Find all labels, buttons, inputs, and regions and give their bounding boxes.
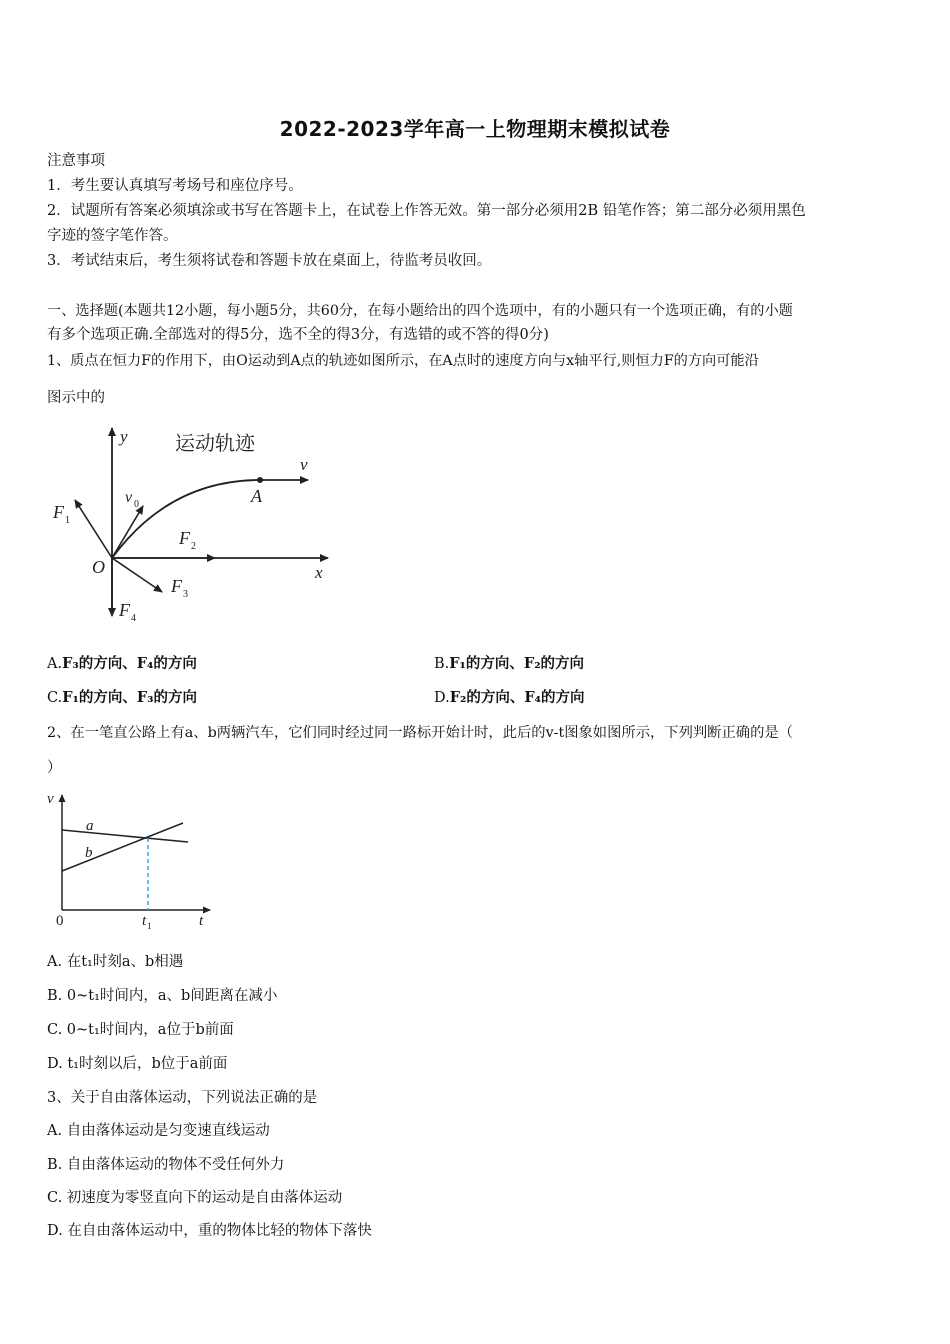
- b-label: b: [85, 845, 93, 861]
- question-1-stem: 1、质点在恒力F的作用下，由O运动到A点的轨迹如图所示，在A点时的速度方向与x轴平行,则恒力F的方向可能沿: [47, 353, 759, 369]
- a-label: A: [251, 486, 262, 506]
- notice-item-2: 2．试题所有答案必须填涂或书写在答题卡上，在试卷上作答无效。第一部分必须用2B 铅笔作答；第二部分必须用黑色: [47, 203, 806, 219]
- option-text: F₃的方向、F₄的方向: [62, 655, 197, 672]
- f3-arrow: [112, 558, 162, 592]
- question-3-stem: 3、关于自由落体运动，下列说法正确的是: [47, 1090, 318, 1106]
- line-a: [62, 830, 188, 842]
- f1-arrow: [75, 500, 112, 558]
- q3-option-b: B. 自由落体运动的物体不受任何外力: [47, 1157, 285, 1173]
- q1-option-a: [47, 654, 197, 674]
- f3-subscript: 3: [183, 589, 188, 600]
- q2-option-d: D. t₁时刻以后，b位于a前面: [47, 1056, 228, 1072]
- q1-option-b: [434, 654, 584, 674]
- trajectory-force-figure: [45, 420, 345, 630]
- point-a: [257, 477, 263, 483]
- trajectory-curve: [112, 480, 308, 558]
- trajectory-label: 运动轨迹: [175, 433, 255, 455]
- q3-option-c: C. 初速度为零竖直向下的运动是自由落体运动: [47, 1190, 343, 1206]
- section-instructions-line-1: 一、选择题(本题共12小题，每小题5分，共60分，在每小题给出的四个选项中，有的小题只有一个选项正确，有的小题: [47, 303, 793, 319]
- option-text: F₁的方向、F₃的方向: [62, 689, 197, 706]
- option-prefix: C.: [47, 690, 63, 706]
- notice-item-1: 1．考生要认真填写考场号和座位序号。: [47, 178, 303, 194]
- q2-option-a: A. 在t₁时刻a、b相遇: [47, 954, 184, 970]
- option-text: F₂的方向、F₄的方向: [449, 689, 585, 706]
- f3-label: F: [171, 576, 182, 596]
- f4-subscript: 4: [131, 613, 136, 624]
- origin-label: O: [92, 557, 105, 577]
- question-2-stem: 2、在一笔直公路上有a、b两辆汽车，它们同时经过同一路标开始计时，此后的v-t图象如图所示，下列判断正确的是（: [47, 725, 793, 741]
- f2-label: F: [179, 528, 190, 548]
- notice-item-3: 3．考试结束后，考生须将试卷和答题卡放在桌面上，待监考员收回。: [47, 253, 492, 269]
- t1-label: t: [142, 913, 147, 929]
- q1-option-c: [47, 688, 197, 708]
- vt-graph-figure: [45, 785, 220, 930]
- v-label: v: [47, 791, 54, 807]
- q2-option-c: C. 0~t₁时间内，a位于b前面: [47, 1022, 234, 1038]
- option-prefix: D.: [434, 690, 450, 706]
- line-b: [62, 823, 183, 871]
- section-instructions-line-2: 有多个选项正确.全部选对的得5分，选不全的得3分，有选错的或不答的得0分): [47, 327, 549, 343]
- option-prefix: A.: [47, 656, 63, 672]
- q3-option-d: D. 在自由落体运动中，重的物体比轻的物体下落快: [47, 1223, 372, 1239]
- f4-label: F: [119, 600, 130, 620]
- notice-heading: 注意事项: [47, 153, 105, 169]
- q2-option-b: B. 0~t₁时间内，a、b间距离在减小: [47, 988, 278, 1004]
- a-label: a: [86, 818, 94, 834]
- v0-subscript: 0: [134, 499, 139, 510]
- f2-subscript: 2: [191, 541, 196, 552]
- v0-label: v: [125, 489, 133, 506]
- question-2-stem-cont: ）: [47, 760, 62, 776]
- notice-item-2-cont: 字迹的签字笔作答。: [47, 228, 178, 244]
- f1-label: F: [53, 502, 64, 522]
- q1-option-d: [434, 688, 585, 708]
- page-title: 2022-2023学年高一上物理期末模拟试卷: [279, 117, 671, 141]
- t-label: t: [199, 913, 204, 929]
- y-label: y: [120, 427, 128, 446]
- t1-subscript: 1: [147, 921, 152, 930]
- question-1-stem-cont: 图示中的: [47, 390, 105, 406]
- v0-arrow: [112, 506, 143, 558]
- origin-label: 0: [56, 913, 64, 929]
- q3-option-a: A. 自由落体运动是匀变速直线运动: [47, 1123, 270, 1139]
- f1-subscript: 1: [65, 515, 70, 526]
- x-label: x: [315, 563, 323, 582]
- option-text: F₁的方向、F₂的方向: [449, 655, 585, 672]
- option-prefix: B.: [434, 656, 450, 672]
- v-label: v: [300, 455, 308, 474]
